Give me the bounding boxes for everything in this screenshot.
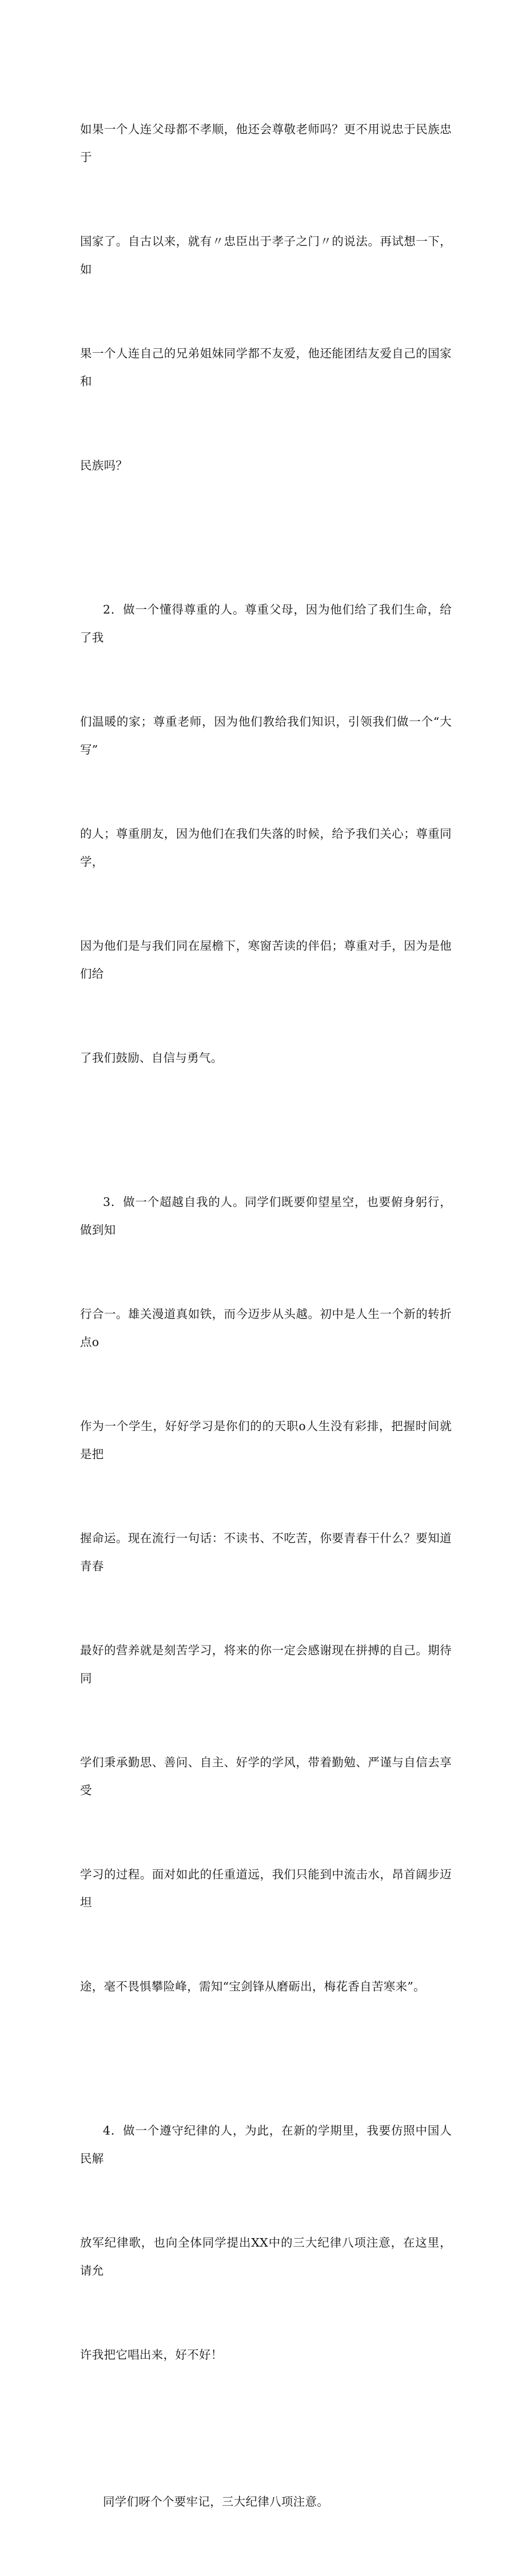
text-line: 同学们呀个个要牢记，三大纪律八项注意。 xyxy=(103,2495,329,2509)
text-line: 3．做一个超越自我的人。同学们既要仰望星空，也要俯身躬行，做到知 xyxy=(80,1195,452,1237)
paragraph-song xyxy=(80,2432,452,2572)
text-line: 了我们鼓励、自信与勇气。 xyxy=(80,1051,223,1065)
text-line: 行合一。雄关漫道真如铁，而今迈步从头越。初中是人生一个新的转折点o xyxy=(80,1307,452,1349)
text-line: 国家了。自古以来，就有〃忠臣出于孝子之门〃的说法。再试想一下，如 xyxy=(80,234,452,276)
text-line: 学习的过程。面对如此的任重道远，我们只能到中流击水，昂首阔步迈坦 xyxy=(80,1868,452,1909)
text-line: 们温暖的家；尊重老师，因为他们教给我们知识，引领我们做一个“大写” xyxy=(80,715,452,757)
text-line: 学们秉承勤思、善问、自主、好学的学风，带着勤勉、严谨与自信去享受 xyxy=(80,1755,452,1797)
text-line: 的人；尊重朋友，因为他们在我们失落的时候，给予我们关心；尊重同学， xyxy=(80,827,452,869)
text-line: 民族吗？ xyxy=(80,459,128,472)
text-line: 最好的营养就是刻苦学习，将来的你一定会感谢现在拼搏的自己。期待同 xyxy=(80,1643,452,1685)
text-line: 2．做一个懂得尊重的人。尊重父母，因为他们给了我们生命，给了我 xyxy=(80,603,452,644)
document-body xyxy=(80,59,452,2576)
text-line: 途，毫不畏惧攀险峰，需知“宝剑锋从磨砺出，梅花香自苦寒来”。 xyxy=(80,1980,425,1993)
paragraph-discipline xyxy=(80,2061,452,2425)
text-line: 4．做一个遵守纪律的人，为此，在新的学期里，我要仿照中国人民解 xyxy=(80,2124,452,2165)
text-line: 许我把它唱出来，好不好！ xyxy=(80,2348,223,2362)
paragraph-surpass-self xyxy=(80,1132,452,2057)
paragraph-respect xyxy=(80,540,452,1128)
text-line: 如果一个人连父母都不孝顺，他还会尊敬老师吗？更不用说忠于民族忠于 xyxy=(80,122,452,164)
text-line: 因为他们是与我们同在屋檐下，寒窗苦读的伴侣；尊重对手，因为是他们给 xyxy=(80,939,452,981)
text-line: 放军纪律歌，也向全体同学提出XX中的三大纪律八项注意，在这里，请允 xyxy=(80,2236,452,2278)
text-line: 果一个人连自己的兄弟姐妹同学都不友爱，他还能团结友爱自己的国家和 xyxy=(80,347,452,388)
paragraph-filial-piety xyxy=(80,59,452,536)
text-line: 握命运。现在流行一句话：不读书、不吃苦，你要青春干什么？要知道青春 xyxy=(80,1531,452,1573)
text-line: 作为一个学生，好好学习是你们的的天职o人生没有彩排，把握时间就是把 xyxy=(80,1419,452,1461)
